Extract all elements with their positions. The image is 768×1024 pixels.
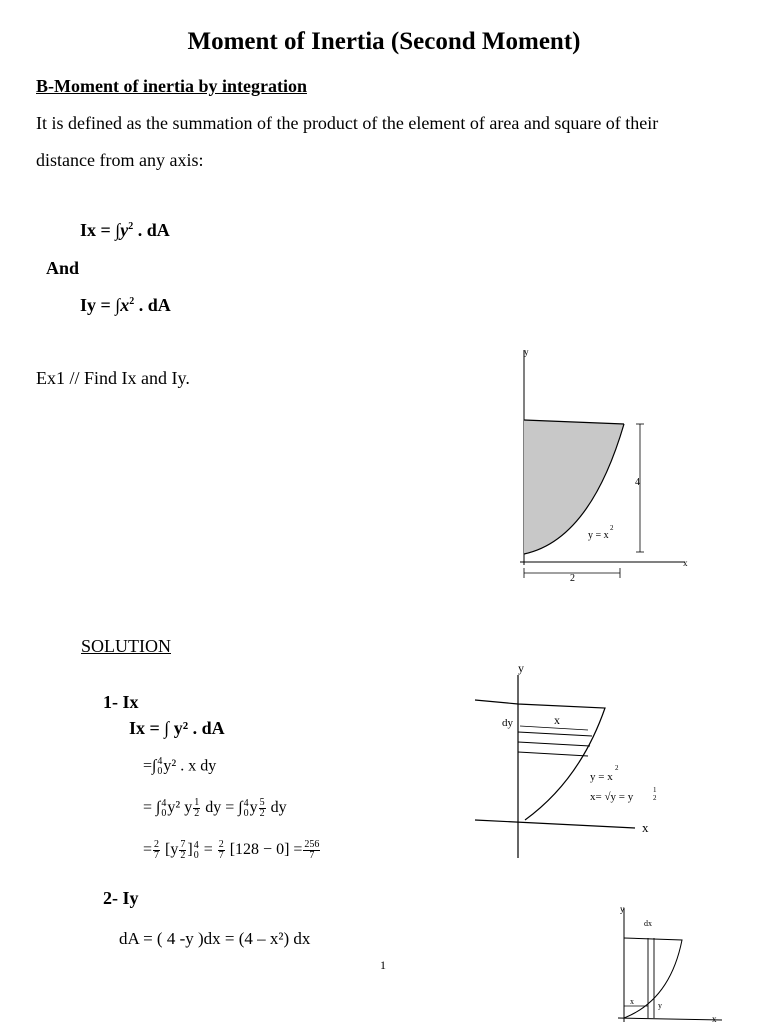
and-label: And — [46, 258, 80, 278]
figure2-eq2: x= √y = y — [590, 791, 634, 803]
part1-line1: Ix = ∫ y² . dA — [129, 718, 225, 738]
figure3-x-label: x — [712, 1014, 717, 1024]
figure1-height-label: 4 — [635, 477, 640, 488]
figure3-strip-y-label: y — [658, 1001, 662, 1010]
figure3-x-axis — [618, 1018, 722, 1020]
figure-strip-dy — [470, 660, 680, 860]
figure2-dy-label: dy — [502, 717, 513, 729]
figure-shaded-area — [500, 340, 700, 590]
figure2-eq1-power: 2 — [615, 764, 619, 772]
part1-line3: = ∫ 4 0 y² y $\frac{1}{2}$ dy = ∫ 4 0 y $\frac{5}{2}$ dy — [143, 797, 287, 819]
figure2-x-axis — [475, 820, 635, 828]
equation-iy: $Iy = \int x^2$ . dA — [80, 295, 171, 315]
part2-heading: 2- Iy — [103, 888, 139, 908]
part1-line4: = $\frac{2}{7}$ [y $\frac{7}{2}$ ] 4 0 = $\frac{2}{7}$ [128 − 0] = $\frac{256}{7}$ — [143, 839, 320, 861]
figure-strip-dx — [610, 900, 730, 1024]
figure1-x-label: x — [683, 558, 688, 568]
page-title: Moment of Inertia (Second Moment) — [187, 28, 581, 55]
figure2-eq2-exp-den: 2 — [653, 794, 657, 802]
section-heading: B-Moment of inertia by integration — [36, 76, 307, 96]
figure2-eq2-exp-num: 1 — [653, 786, 657, 794]
equation-ix: $Ix = \int y^2$ . dA — [80, 220, 170, 240]
page-number: 1 — [380, 958, 386, 972]
figure1-curve-power: 2 — [610, 524, 614, 532]
example-statement: Ex1 // Find Ix and Iy. — [36, 368, 190, 388]
figure1-y-label: y — [524, 347, 529, 357]
figure2-y-label: y — [518, 661, 524, 675]
figure1-curve-label: y = x — [588, 530, 609, 541]
solution-label: SOLUTION — [81, 636, 171, 656]
figure2-strip-x-label: x — [554, 713, 560, 727]
figure3-strip-x-label: x — [630, 997, 634, 1006]
part2-line1: dA = ( 4 -y )dx = (4 – x²) dx — [119, 929, 311, 948]
figure2-x-label: x — [642, 820, 649, 835]
intro-line-2: distance from any axis: — [36, 150, 204, 170]
figure1-shaded-region — [524, 420, 624, 554]
figure1-width-label: 2 — [570, 573, 575, 584]
figure2-curve — [475, 700, 605, 820]
figure3-y-label: y — [620, 904, 625, 914]
intro-line-1: It is defined as the summation of the product of the element of area and square of their — [36, 113, 659, 133]
part1-heading: 1- Ix — [103, 692, 139, 712]
figure3-dx-label: dx — [644, 919, 652, 928]
figure2-eq1: y = x — [590, 771, 613, 783]
part1-line2: =∫ 4 0 y² . x dy — [143, 756, 217, 777]
